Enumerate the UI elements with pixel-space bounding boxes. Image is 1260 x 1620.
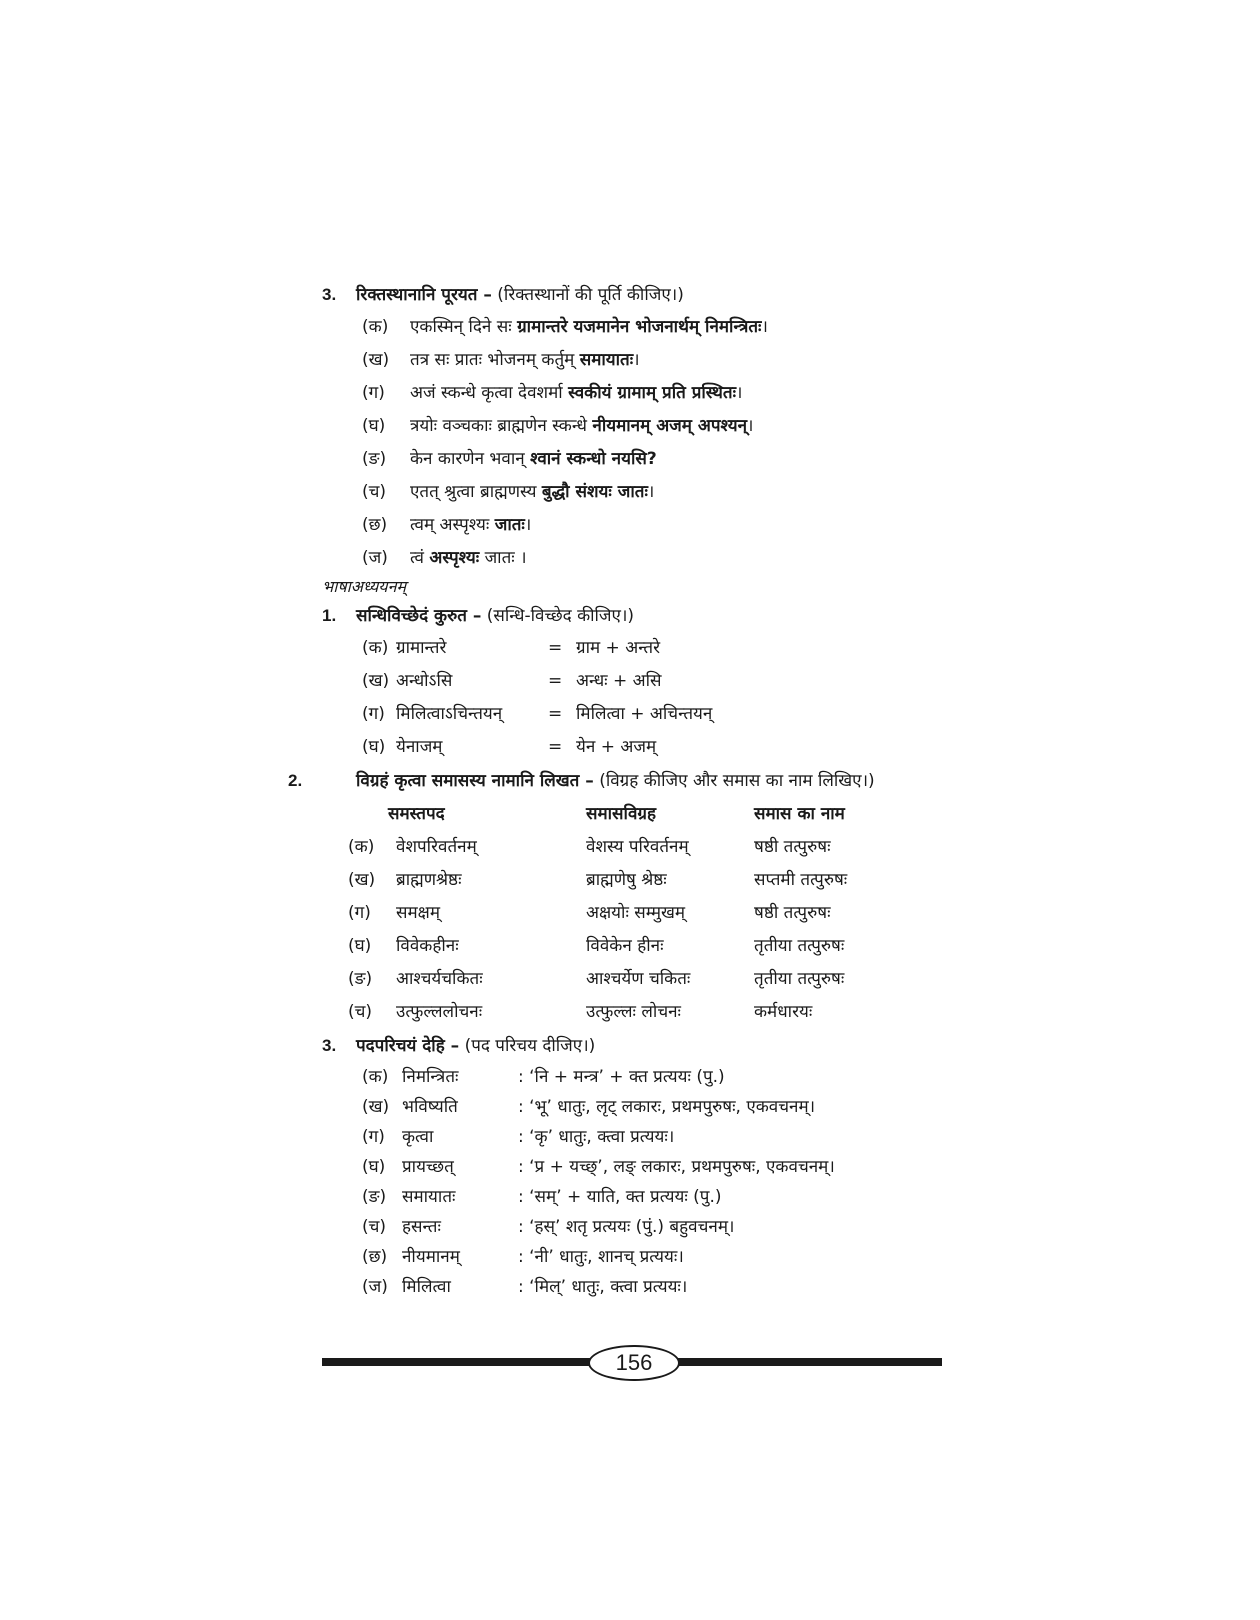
sandhi-split: येन + अजम् [576,737,657,757]
table-row [322,897,942,930]
pada-word: मिलित्वा [402,1277,451,1297]
list-item [322,344,942,377]
list-item [322,1062,942,1092]
equals-sign: = [548,671,563,691]
item-marker: (क) [362,638,389,658]
samasta-pada: समक्षम् [396,903,441,923]
list-item [322,1122,942,1152]
answer-text: समायातः [579,350,634,370]
item-marker: (ज) [362,1277,388,1297]
item-marker: (च) [362,1217,387,1237]
item-text: त्वम् अस्पृश्यः [410,515,490,535]
item-marker: (ग) [362,383,385,403]
pada-word: भविष्यति [402,1097,458,1117]
samas-vigraha: ब्राह्मणेषु श्रेष्ठः [586,870,667,890]
pada-description: : ‘कृ’ धातुः, क्त्वा प्रत्ययः। [518,1127,675,1147]
question-heading [288,764,942,798]
column-header: समास का नाम [754,804,845,824]
list-item [322,509,942,542]
table-row [322,864,942,897]
table-row [322,963,942,996]
item-marker: (ख) [362,671,390,691]
item-tail: । [747,416,754,436]
table-row [322,930,942,963]
sandhi-word: येनाजम् [396,737,443,757]
pada-description: : ‘नी’ धातुः, शानच् प्रत्ययः। [518,1247,684,1267]
item-text: केन कारणेन भवान् [410,449,525,469]
samas-vigraha: उत्फुल्लः लोचनः [586,1002,681,1022]
table-row [322,831,942,864]
question-number: 1. [322,606,337,625]
answer-text: जातः [494,515,525,535]
list-item [322,542,942,575]
section-heading: भाषाअध्ययनम् [322,577,407,596]
item-marker: (ङ) [362,1187,387,1207]
item-marker: (ख) [348,870,376,890]
list-item [322,377,942,410]
item-marker: (च) [348,1002,373,1022]
item-marker: (क) [348,837,375,857]
pada-description: : ‘हस्’ शतृ प्रत्ययः (पुं.) बहुवचनम्। [518,1217,735,1237]
list-item [322,311,942,344]
item-marker: (छ) [362,1247,388,1267]
samas-naam: तृतीया तत्पुरुषः [754,936,845,956]
question-note: (पद परिचय दीजिए।) [464,1036,596,1056]
sandhi-word: अन्धोऽसि [396,671,453,691]
pada-word: प्रायच्छत् [402,1157,454,1177]
item-text: एकस्मिन् दिने सः [410,317,512,337]
list-item [322,476,942,509]
list-item [322,731,942,764]
answer-text: अस्पृश्यः [429,548,480,568]
samasta-pada: आश्चर्यचकितः [396,969,483,989]
samas-naam: सप्तमी तत्पुरुषः [754,870,848,890]
list-item [322,443,942,476]
item-tail: । [761,317,768,337]
sandhi-word: ग्रामान्तरे [396,638,447,658]
item-marker: (घ) [362,737,386,757]
answer-text: नीयमानम् अजम् अपश्यन् [592,416,748,436]
pada-word: नीयमानम् [402,1247,460,1267]
item-marker: (ग) [348,903,371,923]
item-marker: (ङ) [348,969,373,989]
pada-description: : ‘मिल्’ धातुः, क्त्वा प्रत्ययः। [518,1277,688,1297]
fill-blanks-list [322,311,942,575]
item-marker: (ङ) [362,449,387,469]
answer-text: श्वानं स्कन्धो नयसि? [530,449,657,469]
pada-word: समायातः [402,1187,456,1207]
list-item [322,632,942,665]
item-marker: (च) [362,482,387,502]
pada-word: निमन्त्रितः [402,1067,459,1087]
item-text: त्वं [410,548,424,568]
item-marker: (ग) [362,704,385,724]
item-tail: जातः । [484,548,527,568]
samasta-pada: ब्राह्मणश्रेष्ठः [396,870,462,890]
pada-parichay-list [322,1062,942,1302]
samas-vigraha: वेशस्य परिवर्तनम् [586,837,689,857]
samasta-pada: वेशपरिवर्तनम् [396,837,477,857]
item-marker: (घ) [362,416,386,436]
question-number: 2. [288,771,303,790]
samas-naam: तृतीया तत्पुरुषः [754,969,845,989]
pada-description: : ‘सम्’ + याति, क्त प्रत्ययः (पु.) [518,1187,722,1207]
list-item [322,1242,942,1272]
sandhi-word: मिलित्वाऽचिन्तयन् [396,704,503,724]
item-marker: (ग) [362,1127,385,1147]
samas-naam: षष्ठी तत्पुरुषः [754,903,831,923]
pada-word: कृत्वा [402,1127,434,1147]
item-text: त्रयोः वञ्चकाः ब्राह्मणेन स्कन्धे [410,416,587,436]
item-marker: (छ) [362,515,388,535]
sandhi-split: मिलित्वा + अचिन्तयन् [576,704,713,724]
list-item [322,698,942,731]
list-item [322,665,942,698]
samasta-pada: विवेकहीनः [396,936,459,956]
question-note: (विग्रह कीजिए और समास का नाम लिखिए।) [599,771,875,791]
samasta-pada: उत्फुल्ललोचनः [396,1002,483,1022]
sandhi-split: ग्राम + अन्तरे [576,638,661,658]
pada-description: : ‘नि + मन्त्र’ + क्त प्रत्ययः (पु.) [518,1067,725,1087]
question-number: 3. [322,285,337,304]
sandhi-split: अन्धः + असि [576,671,662,691]
pada-word: हसन्तः [402,1217,441,1237]
item-text: अजं स्कन्धे कृत्वा देवशर्मा [410,383,563,403]
samas-table [322,831,942,1029]
item-text: एतत् श्रुत्वा ब्राह्मणस्य [410,482,537,502]
table-row [322,996,942,1029]
pada-description: : ‘भू’ धातुः, लृट् लकारः, प्रथमपुरुषः, एकवचनम्। [518,1097,816,1117]
equals-sign: = [548,638,563,658]
item-tail: । [524,515,532,535]
question-title: विग्रहं कृत्वा समासस्य नामानि लिखत – [356,771,594,791]
question-note: (सन्धि-विच्छेद कीजिए।) [486,606,635,626]
question-heading [322,599,942,632]
item-marker: (ज) [362,548,388,568]
item-marker: (घ) [348,936,372,956]
item-marker: (क) [362,1067,389,1087]
item-marker: (ख) [362,350,390,370]
item-tail: । [633,350,640,370]
samas-naam: कर्मधारयः [754,1002,813,1022]
samas-vigraha: विवेकेन हीनः [586,936,664,956]
item-tail: । [647,482,655,502]
equals-sign: = [548,737,563,757]
question-number: 3. [322,1036,337,1055]
answer-text: बुद्धौ संशयः जातः [541,482,648,502]
question-title: रिक्तस्थानानि पूरयत – [356,285,492,305]
sandhi-list [322,632,942,764]
column-header: समस्तपद [388,804,445,824]
item-marker: (घ) [362,1157,386,1177]
equals-sign: = [548,704,563,724]
question-title: सन्धिविच्छेदं कुरुत – [356,606,482,626]
page-content [288,278,942,1302]
question-heading [322,1029,942,1062]
table-header-row [322,798,942,831]
answer-text: स्वकीयं ग्रामाम् प्रति प्रस्थितः [568,383,737,403]
list-item [322,1182,942,1212]
samas-naam: षष्ठी तत्पुरुषः [754,837,831,857]
list-item [322,1152,942,1182]
item-text: तत्र सः प्रातः भोजनम् कर्तुम् [410,350,575,370]
item-marker: (ख) [362,1097,390,1117]
page-footer [322,1345,942,1379]
answer-text: ग्रामान्तरे यजमानेन भोजनार्थम् निमन्त्रितः [517,317,762,337]
column-header: समासविग्रह [586,804,657,824]
samas-vigraha: आश्चर्येण चकितः [586,969,691,989]
list-item [322,1092,942,1122]
pada-description: : ‘प्र + यच्छ्’, लङ् लकारः, प्रथमपुरुषः, एकवचनम्। [518,1157,835,1177]
question-note: (रिक्तस्थानों की पूर्ति कीजिए।) [497,285,684,305]
question-title: पदपरिचयं देहि – [356,1036,460,1056]
samas-vigraha: अक्षयोः सम्मुखम् [586,903,686,923]
item-tail: । [736,383,743,403]
list-item [322,1272,942,1302]
list-item [322,1212,942,1242]
page-number: 156 [588,1345,680,1381]
question-heading [322,278,942,311]
item-marker: (क) [362,317,389,337]
list-item [322,410,942,443]
